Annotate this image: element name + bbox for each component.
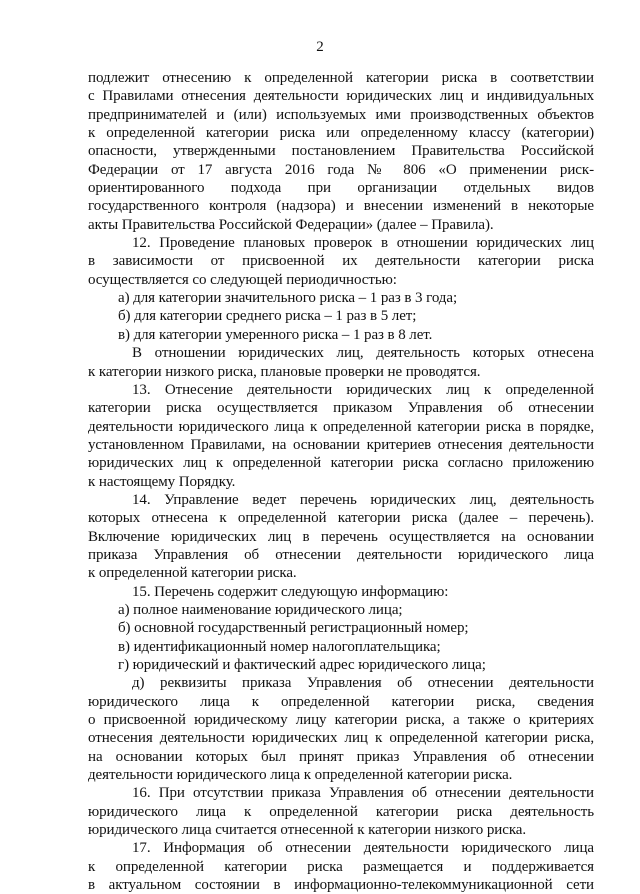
text-line: г) юридический и фактический адрес юридического лица;: [118, 657, 486, 673]
text-line: на основании которых был принят приказ Управления об отнесении: [88, 748, 594, 765]
text-line: в актуальном состоянии в информационно-телекоммуникационной сети: [88, 877, 594, 894]
text-line: к настоящему Порядку.: [88, 473, 236, 490]
text-line: в) для категории умеренного риска – 1 раз в 8 лет.: [118, 326, 433, 343]
text-line: Федерации от 17 августа 2016 года № 806 «О применении риск-: [88, 161, 594, 178]
text-line: которых отнесена к определенной категории риска (далее – перечень).: [88, 510, 594, 527]
text-line: деятельности юридического лица к определенной категории риска в порядке,: [88, 418, 594, 435]
page-number: 2: [316, 39, 324, 55]
text-line: к определенной категории риска.: [88, 565, 297, 582]
text-line: категории риска осуществляется приказом Управления об отнесении: [88, 400, 594, 417]
text-line: к определенной категории риска размещается и поддерживается: [88, 858, 594, 875]
text-line: в зависимости от присвоенной их деятельности категории риска: [88, 253, 594, 270]
text-line: деятельности юридического лица к определенной категории риска.: [88, 767, 513, 784]
text-line: 15. Перечень содержит следующую информацию:: [132, 583, 449, 600]
text-line: В отношении юридических лиц, деятельность которых отнесена: [132, 345, 594, 362]
text-line: а) для категории значительного риска – 1 раз в 3 года;: [118, 290, 458, 307]
text-line: 13. Отнесение деятельности юридических лиц к определенной: [132, 381, 594, 398]
text-line: о присвоенной юридическому лицу категории риска, а также о критериях: [88, 712, 594, 729]
text-line: 14. Управление ведет перечень юридических лиц, деятельность: [132, 491, 594, 508]
text-line: установленном Правилами, на основании критериев отнесения деятельности: [88, 436, 594, 453]
text-line: акты Правительства Российской Федерации» (далее – Правила).: [88, 216, 494, 233]
document-body: [88, 69, 594, 894]
text-line: юридического лица к определенной категории риска деятельность: [88, 803, 594, 820]
text-line: юридического лица считается отнесенной к категории низкого риска.: [88, 822, 527, 839]
text-line: д) реквизиты приказа Управления об отнесении деятельности: [132, 675, 594, 692]
text-line: к определенной категории риска или определенному классу (категории): [88, 125, 594, 142]
text-line: юридических лиц к определенной категории риска согласно приложению: [88, 455, 594, 472]
text-line: осуществляется со следующей периодичностью:: [88, 271, 397, 288]
text-line: приказа Управления об отнесении деятельности юридического лица: [88, 546, 594, 563]
text-line: государственного контроля (надзора) и внесении изменений в некоторые: [88, 198, 594, 215]
text-line: в) идентификационный номер налогоплательщика;: [118, 638, 441, 655]
text-line: 17. Информация об отнесении деятельности юридического лица: [132, 840, 594, 857]
text-line: Включение юридических лиц в перечень осуществляется на основании: [88, 528, 594, 545]
text-line: предпринимателей и (или) используемых ими производственных объектов: [88, 106, 594, 123]
text-line: юридического лица к определенной категории риска, сведения: [88, 693, 594, 710]
text-line: б) для категории среднего риска – 1 раз в 5 лет;: [118, 308, 417, 325]
text-line: опасности, утвержденными постановлением Правительства Российской: [88, 143, 594, 160]
text-line: а) полное наименование юридического лица;: [118, 601, 403, 618]
text-line: б) основной государственный регистрационный номер;: [118, 620, 469, 637]
text-line: 16. При отсутствии приказа Управления об отнесении деятельности: [132, 785, 594, 802]
text-line: подлежит отнесению к определенной категории риска в соответствии: [88, 70, 594, 86]
text-line: ориентированного подхода при организации отдельных видов: [88, 180, 594, 197]
text-line: 12. Проведение плановых проверок в отношении юридических лиц: [132, 235, 594, 252]
text-line: с Правилами отнесения деятельности юридических лиц и индивидуальных: [88, 88, 594, 105]
text-line: отнесения деятельности юридических лиц к определенной категории риска,: [88, 730, 594, 747]
text-line: к категории низкого риска, плановые проверки не проводятся.: [88, 363, 481, 380]
